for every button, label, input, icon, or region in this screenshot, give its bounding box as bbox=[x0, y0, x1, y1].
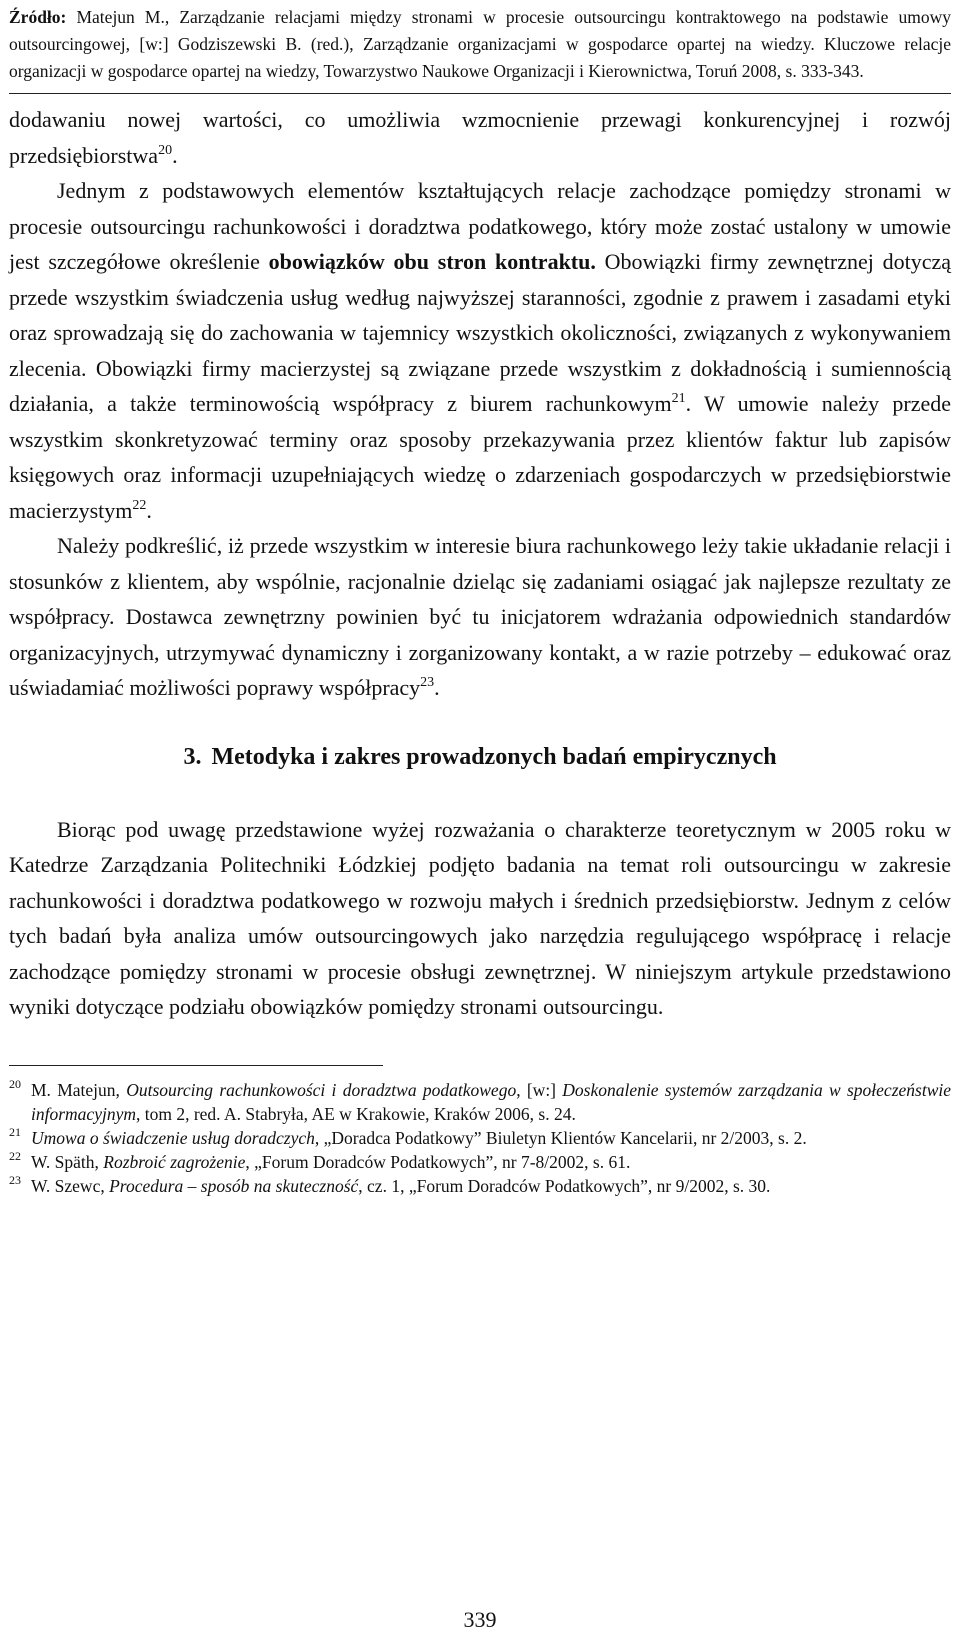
footnotes bbox=[9, 1078, 951, 1198]
source-divider bbox=[9, 93, 951, 94]
paragraph-text: Należy podkreślić, iż przede wszystkim w interesie biura rachunkowego leży takie układanie relacji i stosunków z klientem, aby wspólnie, racjonalnie dzieląc się zadaniami osiągać jak najlepsze rezultaty ze współpracy. Dostawca zewnętrzny powinien być tu inicjatorem wdrażania odpowiednich standardów organizacyjnych, utrzymywać dynamiczny i zorganizowany kontakt, a w razie potrzeby – edukować oraz uświadamiać możliwości poprawy współpracy bbox=[9, 533, 951, 700]
footnote-divider bbox=[9, 1065, 383, 1066]
document-page bbox=[9, 0, 951, 1198]
paragraph-obligations bbox=[9, 173, 951, 528]
footnote-mark: 22 bbox=[9, 1148, 21, 1163]
footnote-title: Umowa o świadczenie usług doradczych bbox=[31, 1127, 315, 1148]
body-text bbox=[9, 102, 951, 1025]
footnote-22 bbox=[9, 1150, 951, 1174]
punctuation: . bbox=[172, 142, 178, 168]
footnote-text: , cz. 1, „Forum Doradców Podatkowych”, nr 9/2002, s. 30. bbox=[358, 1175, 771, 1196]
footnote-mark: 20 bbox=[9, 1076, 21, 1091]
paragraph-text: . W umowie należy przede wszystkim skonkretyzować terminy oraz sposoby przekazywania przez klientów faktur lub zapisów księgowych oraz informacji uzupełniających wiedzę o zdarzeniach gospodarczych w przedsiębiorstwie macierzystym bbox=[9, 391, 952, 523]
footnote-ref-21[interactable]: 21 bbox=[671, 391, 686, 406]
footnote-mark: 21 bbox=[9, 1124, 21, 1139]
footnote-text: M. Matejun, bbox=[31, 1079, 127, 1100]
footnote-23 bbox=[9, 1174, 951, 1198]
paragraph-continuation bbox=[9, 102, 951, 173]
footnote-ref-23[interactable]: 23 bbox=[420, 675, 435, 690]
footnote-title: Outsourcing rachunkowości i doradztwa podatkowego bbox=[126, 1079, 517, 1100]
punctuation: . bbox=[434, 675, 440, 700]
footnote-21 bbox=[9, 1126, 951, 1150]
footnote-text: , „Forum Doradców Podatkowych”, nr 7-8/2002, s. 61. bbox=[245, 1151, 631, 1172]
source-text: Matejun M., Zarządzanie relacjami między stronami w procesie outsourcingu kontraktowego na podstawie umowy outsourcingowej, [w:] Godziszewski B. (red.), Zarządzanie organizacjami w gospodarce opartej na wiedzy. Kluczowe relacje organizacji w gospodarce opartej na wiedzy, Towarzystwo Naukowe Organizacji i Kierownictwa, Toruń 2008, s. 333-343. bbox=[9, 7, 951, 81]
bold-phrase: obowiązków obu stron kontraktu. bbox=[268, 249, 596, 274]
footnote-ref-22[interactable]: 22 bbox=[132, 497, 147, 513]
footnote-ref-20[interactable]: 20 bbox=[158, 142, 173, 158]
footnote-title: Procedura – sposób na skuteczność bbox=[109, 1175, 359, 1196]
footnote-mark: 23 bbox=[9, 1172, 21, 1187]
footnote-text: W. Späth, bbox=[31, 1151, 104, 1172]
source-citation bbox=[9, 0, 951, 85]
footnote-text: , [w:] bbox=[516, 1079, 563, 1100]
source-label: Źródło: bbox=[9, 7, 67, 27]
section-heading bbox=[9, 742, 951, 772]
paragraph-methodology: Biorąc pod uwagę przedstawione wyżej rozważania o charakterze teoretycznym w 2005 roku w Katedrze Zarządzania Politechniki Łódzkiej podjęto badania na temat roli outsourcingu w zakresie rachunkowości i doradztwa podatkowego w rozwoju małych i średnich przedsiębiorstw. Jednym z celów tych badań była analiza umów outsourcingowych jako narzędzia regulującego współpracę i relacje zachodzące pomiędzy stronami w procesie obsługi zewnętrznej. W niniejszym artykule przedstawiono wyniki dotyczące podziału obowiązków pomiędzy stronami outsourcingu. bbox=[9, 816, 951, 1019]
section-number: 3. bbox=[183, 743, 202, 770]
footnote-title: Doskonalenie systemów zarządzania w społeczeństwie informacyjnym bbox=[31, 1079, 951, 1124]
footnote-text: , „Doradca Podatkowy” Biuletyn Klientów Kancelarii, nr 2/2003, s. 2. bbox=[314, 1127, 807, 1148]
footnote-text: W. Szewc, bbox=[31, 1175, 110, 1196]
paragraph-office-interest bbox=[9, 528, 951, 706]
page-number: 339 bbox=[463, 1607, 497, 1632]
paragraph-text: Jednym z podstawowych elementów kształtujących relacje zachodzące pomiędzy stronami w procesie outsourcingu rachunkowości i doradztwa podatkowego, który może zostać ustalony w umowie jest szczegółowe określenie bbox=[9, 178, 951, 274]
paragraph-text: Obowiązki firmy zewnętrznej dotyczą przede wszystkim świadczenia usług według najwyższej staranności, zgodnie z prawem i zasadami etyki oraz sprowadzają się do zachowania w tajemnicy wszystkich okoliczności, związanych z wykonywaniem zlecenia. Obowiązki firmy macierzystej są związane przede wszystkim z dokładnością i sumiennością działania, a także terminowością współpracy z biurem rachunkowym bbox=[9, 249, 951, 416]
footnote-20 bbox=[9, 1078, 951, 1126]
footnote-text: , tom 2, red. A. Stabryła, AE w Krakowie, Kraków 2006, s. 24. bbox=[135, 1103, 576, 1124]
paragraph-text: dodawaniu nowej wartości, co umożliwia wzmocnienie przewagi konkurencyjnej i rozwój przedsiębiorstwa bbox=[9, 107, 951, 168]
footnote-title: Rozbroić zagrożenie bbox=[103, 1151, 246, 1172]
section-title: Metodyka i zakres prowadzonych badań empirycznych bbox=[211, 743, 777, 770]
punctuation: . bbox=[146, 497, 152, 523]
